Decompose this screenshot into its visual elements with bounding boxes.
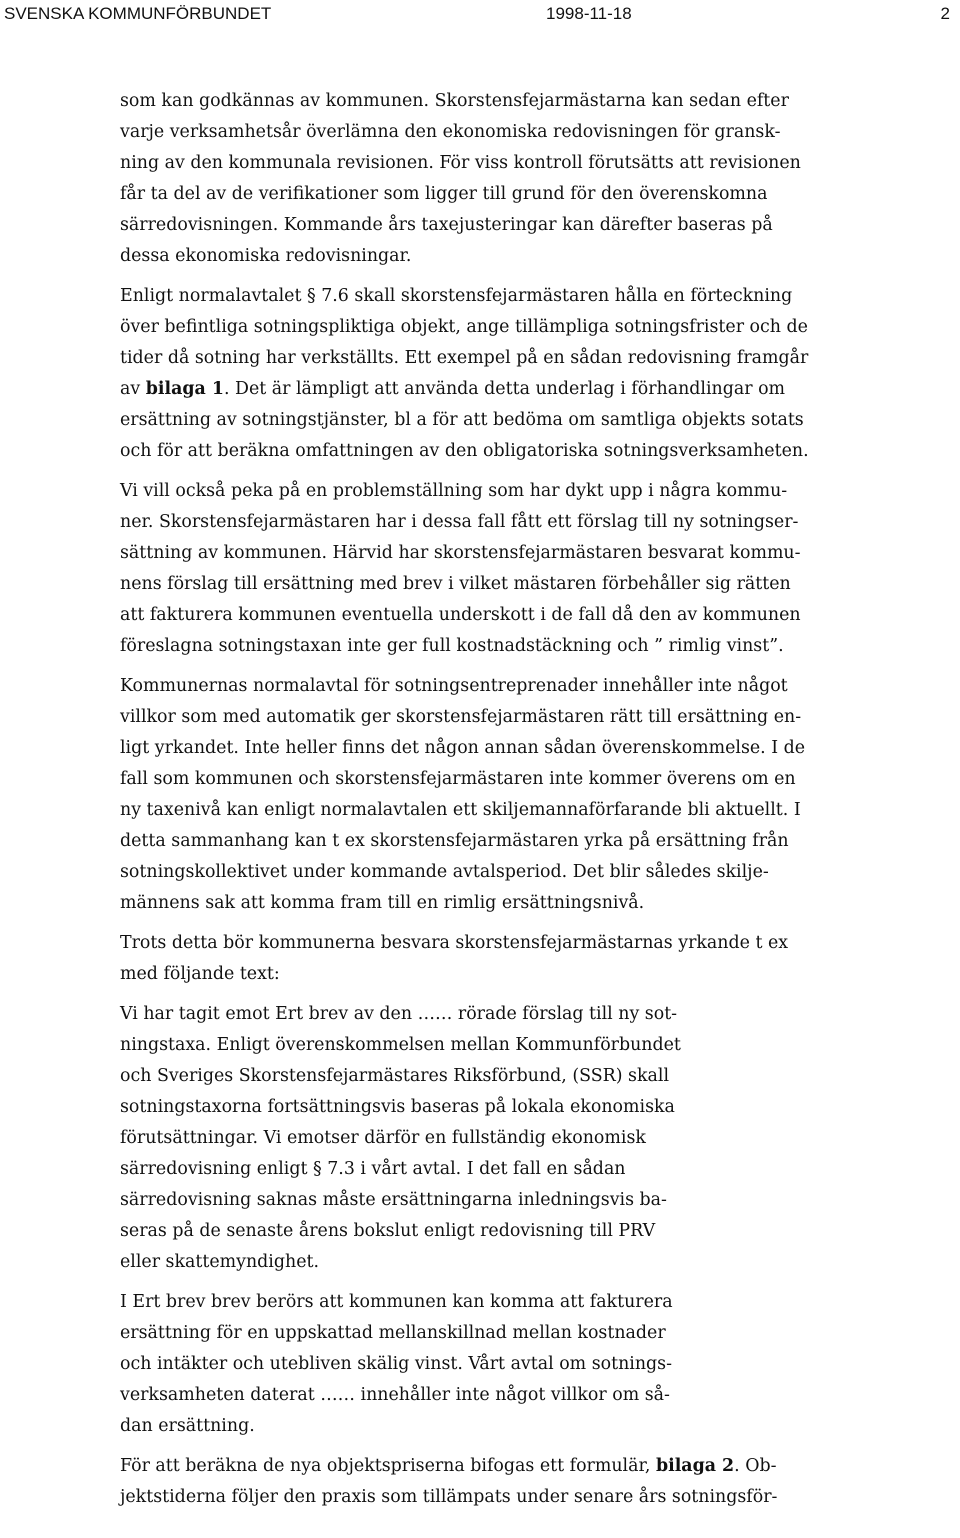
text-line: eller skattemyndighet. [120, 1252, 319, 1272]
paragraph-4 [120, 671, 908, 919]
text-line: sättning av kommunen. Härvid har skorstensfejarmästaren besvarat kommu- [120, 543, 801, 563]
text-line: och Sveriges Skorstensfejarmästares Riksförbund, (SSR) skall [120, 1066, 670, 1086]
text-line: sotningskollektivet under kommande avtalsperiod. Det blir således skilje- [120, 862, 769, 882]
text-line: I Ert brev brev berörs att kommunen kan komma att fakturera [120, 1292, 673, 1312]
text-line: får ta del av de verifikationer som ligger till grund för den överenskomna [120, 184, 768, 204]
bilaga-1-reference: bilaga 1 [145, 379, 224, 399]
text-line [120, 374, 908, 405]
text-line: ningstaxa. Enligt överenskommelsen mellan Kommunförbundet [120, 1035, 681, 1055]
text-fragment: av [120, 379, 146, 399]
text-line: Vi vill också peka på en problemställning som har dykt upp i några kommu- [120, 481, 788, 501]
text-line: detta sammanhang kan t ex skorstensfejarmästaren yrka på ersättning från [120, 831, 789, 851]
text-line: att fakturera kommunen eventuella underskott i de fall då den av kommunen [120, 605, 801, 625]
header-organization: SVENSKA KOMMUNFÖRBUNDET [4, 4, 272, 23]
header-page-number: 2 [940, 4, 950, 23]
text-line: nens förslag till ersättning med brev i vilket mästaren förbehåller sig rätten [120, 574, 791, 594]
text-line: ning av den kommunala revisionen. För viss kontroll förutsätts att revisionen [120, 153, 801, 173]
text-line: Enligt normalavtalet § 7.6 skall skorstensfejarmästaren hålla en förteckning [120, 286, 793, 306]
document-body [120, 86, 908, 1513]
paragraph-6 [120, 1451, 908, 1513]
header-date: 1998-11-18 [546, 4, 632, 23]
text-line: villkor som med automatik ger skorstensfejarmästaren rätt till ersättning en- [120, 707, 802, 727]
text-line: verksamheten daterat …… innehåller inte något villkor om så- [120, 1385, 670, 1405]
text-line: Kommunernas normalavtal för sotningsentreprenader innehåller inte något [120, 676, 788, 696]
paragraph-5 [120, 928, 908, 990]
text-line: seras på de senaste årens bokslut enligt redovisning till PRV [120, 1221, 656, 1241]
bilaga-2-reference: bilaga 2 [655, 1456, 735, 1476]
text-line: över befintliga sotningspliktiga objekt, ange tillämpliga sotningsfrister och de [120, 317, 808, 337]
text-fragment: . Det är lämpligt att använda detta underlag i förhandlingar om [223, 379, 786, 399]
text-line: förutsättningar. Vi emotser därför en fullständig ekonomisk [120, 1128, 646, 1148]
text-line: särredovisning enligt § 7.3 i vårt avtal. I det fall en sådan [120, 1159, 626, 1179]
text-line: jektstiderna följer den praxis som tillämpats under senare års sotningsför- [120, 1487, 778, 1507]
text-line: ligt yrkandet. Inte heller finns det någon annan sådan överenskommelse. I de [120, 738, 806, 758]
paragraph-3 [120, 476, 908, 662]
text-line: dan ersättning. [120, 1416, 255, 1436]
paragraph-1 [120, 86, 908, 272]
paragraph-2 [120, 281, 908, 467]
text-line: männens sak att komma fram till en rimlig ersättningsnivå. [120, 893, 645, 913]
text-line: ner. Skorstensfejarmästaren har i dessa fall fått ett förslag till ny sotningser- [120, 512, 799, 532]
text-fragment: För att beräkna de nya objektspriserna bifogas ett formulär, [120, 1456, 656, 1476]
page-header [0, 0, 960, 28]
text-line: varje verksamhetsår överlämna den ekonomiska redovisningen för gransk- [120, 122, 781, 142]
text-line: och intäkter och utebliven skälig vinst. Vårt avtal om sotnings- [120, 1354, 672, 1374]
text-line: föreslagna sotningstaxan inte ger full kostnadstäckning och ” rimlig vinst”. [120, 636, 784, 656]
text-line: Trots detta bör kommunerna besvara skorstensfejarmästarnas yrkande t ex [120, 933, 789, 953]
text-line [120, 1451, 908, 1482]
text-line: sotningstaxorna fortsättningsvis baseras på lokala ekonomiska [120, 1097, 675, 1117]
text-line: och för att beräkna omfattningen av den obligatoriska sotningsverksamheten. [120, 441, 809, 461]
text-line: särredovisningen. Kommande års taxejusteringar kan därefter baseras på [120, 215, 773, 235]
text-line: som kan godkännas av kommunen. Skorstensfejarmästarna kan sedan efter [120, 91, 789, 111]
text-line: ersättning av sotningstjänster, bl a för att bedöma om samtliga objekts sotats [120, 410, 804, 430]
text-line: dessa ekonomiska redovisningar. [120, 246, 412, 266]
text-line: med följande text: [120, 964, 280, 984]
text-line: ersättning för en uppskattad mellanskillnad mellan kostnader [120, 1323, 666, 1343]
text-line: Vi har tagit emot Ert brev av den …… rörade förslag till ny sot- [120, 1004, 678, 1024]
text-line: särredovisning saknas måste ersättningarna inledningsvis ba- [120, 1190, 667, 1210]
quoted-letter-paragraph-1 [120, 999, 780, 1278]
quoted-letter-paragraph-2 [120, 1287, 780, 1442]
text-line: fall som kommunen och skorstensfejarmästaren inte kommer överens om en [120, 769, 796, 789]
text-line: tider då sotning har verkställts. Ett exempel på en sådan redovisning framgår [120, 348, 809, 368]
text-line: ny taxenivå kan enligt normalavtalen ett skiljemannaförfarande bli aktuellt. I [120, 800, 801, 820]
text-fragment: . Ob- [734, 1456, 777, 1476]
